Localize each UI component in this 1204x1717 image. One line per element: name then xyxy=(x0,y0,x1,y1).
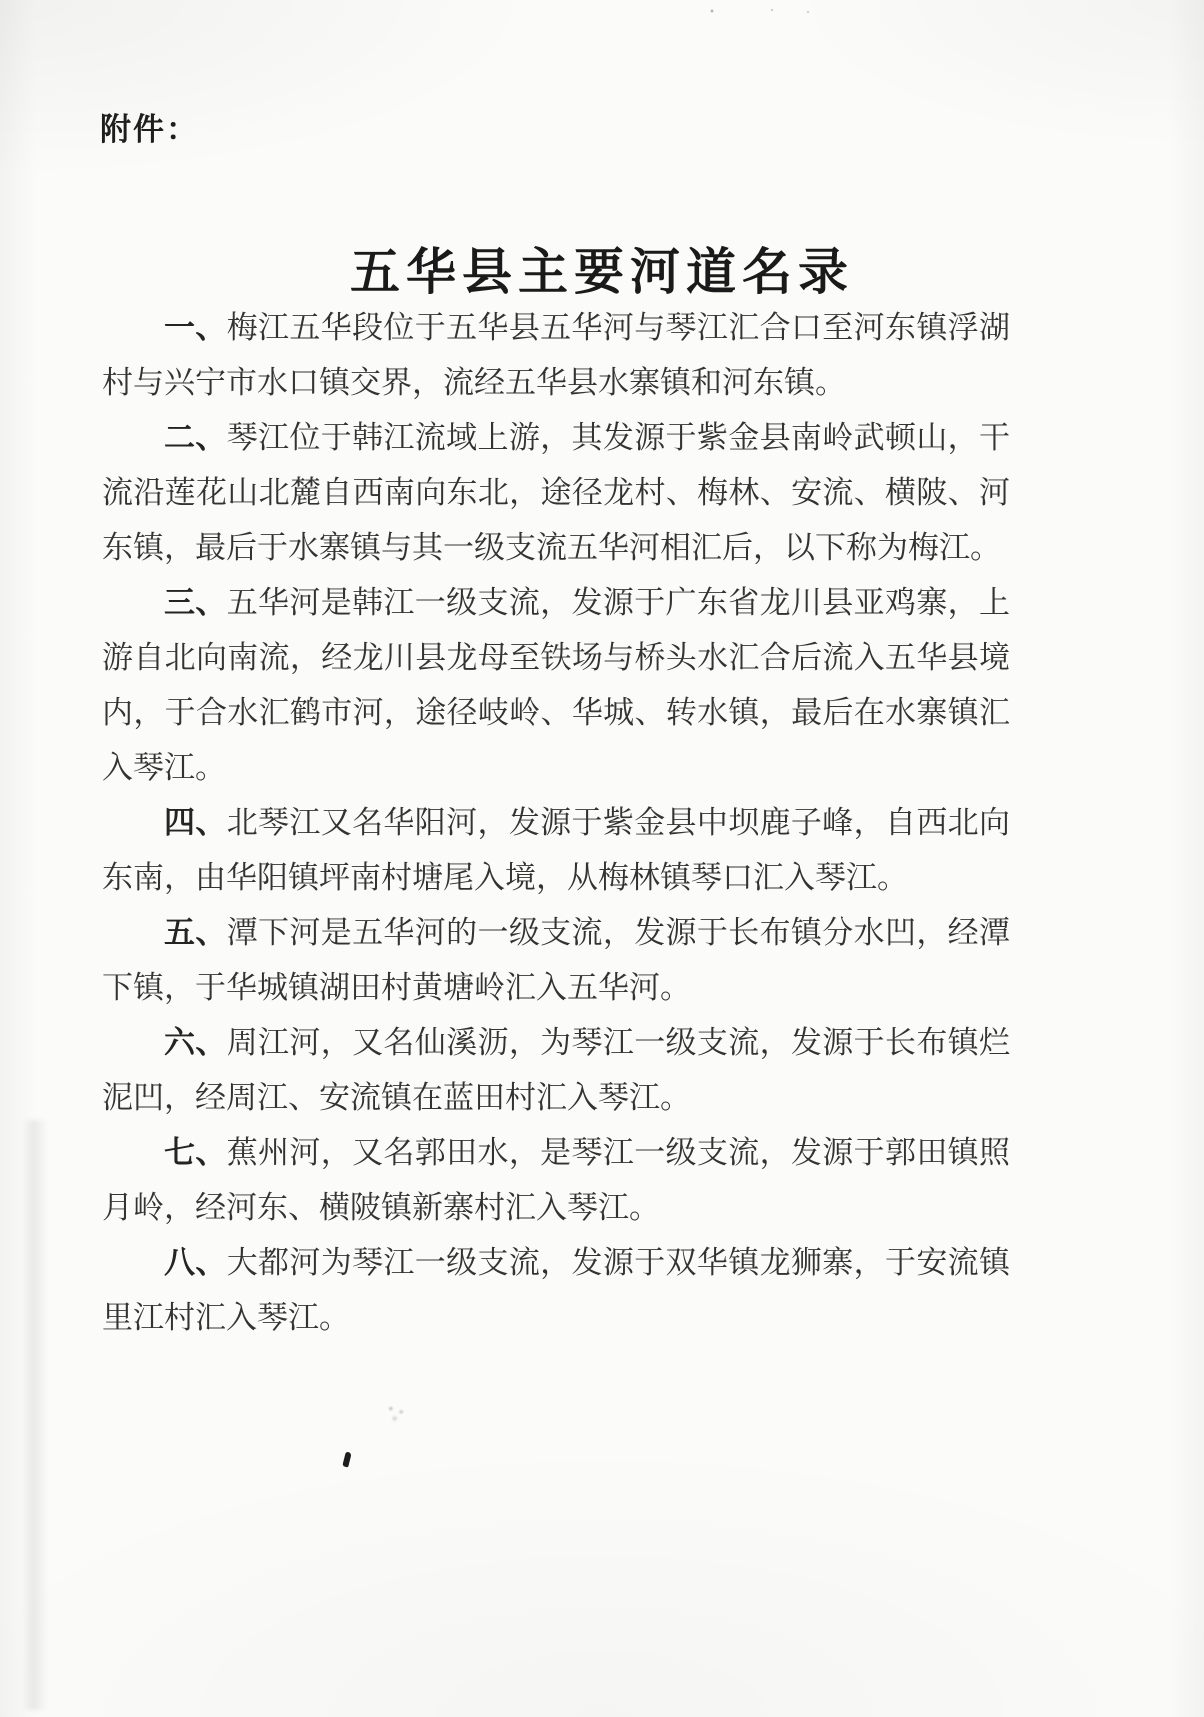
paragraph-2 xyxy=(102,410,1010,575)
paragraph-text: 潭下河是五华河的一级支流，发源于长布镇分水凹，经潭下镇，于华城镇湖田村黄塘岭汇入五华河。 xyxy=(102,915,1011,1005)
paragraph-7 xyxy=(102,1125,1010,1235)
document-body xyxy=(102,300,1010,1345)
paragraph-text: 周江河，又名仙溪沥，为琴江一级支流，发源于长布镇烂泥凹，经周江、安流镇在蓝田村汇入琴江。 xyxy=(102,1025,1011,1115)
paragraph-4 xyxy=(102,795,1010,905)
paragraph-8 xyxy=(102,1235,1010,1345)
paragraph-number: 八、 xyxy=(164,1245,227,1280)
paragraph-number: 六、 xyxy=(164,1025,227,1060)
paragraph-3 xyxy=(102,575,1010,795)
paragraph-number: 三、 xyxy=(164,585,227,620)
paragraph-5 xyxy=(102,905,1010,1015)
paragraph-number: 二、 xyxy=(164,420,227,455)
page-title: 五华县主要河道名录 xyxy=(350,243,854,300)
paragraph-number: 四、 xyxy=(164,805,227,840)
scan-speck xyxy=(342,1451,351,1467)
scan-fold-shadow xyxy=(22,1120,48,1710)
scan-smudge xyxy=(383,1402,409,1424)
paragraph-number: 一、 xyxy=(164,310,227,345)
paragraph-number: 七、 xyxy=(164,1135,227,1170)
attachment-label: 附件： xyxy=(100,112,199,147)
paragraph-text: 北琴江又名华阳河，发源于紫金县中坝鹿子峰，自西北向东南，由华阳镇坪南村塘尾入境，从梅林镇琴口汇入琴江。 xyxy=(102,805,1011,895)
paragraph-text: 大都河为琴江一级支流，发源于双华镇龙狮寨，于安流镇里江村汇入琴江。 xyxy=(102,1245,1011,1335)
paragraph-text: 梅江五华段位于五华县五华河与琴江汇合口至河东镇浮湖村与兴宁市水口镇交界，流经五华县水寨镇和河东镇。 xyxy=(102,310,1011,400)
paragraph-number: 五、 xyxy=(164,915,227,950)
paragraph-6 xyxy=(102,1015,1010,1125)
paragraph-text: 琴江位于韩江流域上游，其发源于紫金县南岭武顿山，干流沿莲花山北麓自西南向东北，途径龙村、梅林、安流、横陂、河东镇，最后于水寨镇与其一级支流五华河相汇后，以下称为梅江。 xyxy=(102,420,1011,565)
paragraph-text: 蕉州河，又名郭田水，是琴江一级支流，发源于郭田镇照月岭，经河东、横陂镇新寨村汇入琴江。 xyxy=(102,1135,1011,1225)
scan-edge-specks xyxy=(700,6,820,16)
paragraph-text: 五华河是韩江一级支流，发源于广东省龙川县亚鸡寨，上游自北向南流，经龙川县龙母至铁场与桥头水汇合后流入五华县境内，于合水汇鹤市河，途径岐岭、华城、转水镇，最后在水寨镇汇入琴江。 xyxy=(102,585,1011,785)
paragraph-1 xyxy=(102,300,1010,410)
